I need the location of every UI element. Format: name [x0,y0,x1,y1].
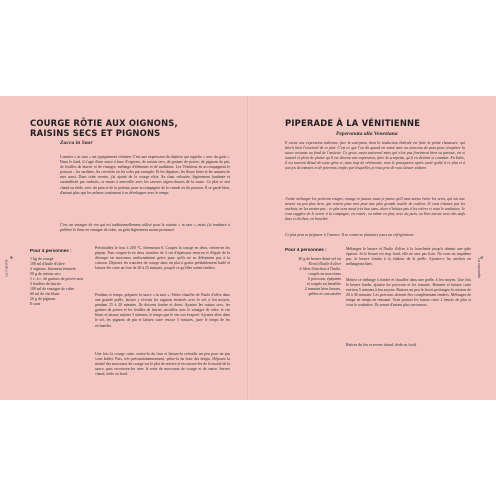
left-page [0,96,247,400]
left-side-label: Le marché [4,259,9,277]
right-recipe-title: PIPERADE À LA VÉNITIENNE [285,118,421,128]
right-method-step-3: Retirez du feu et servez chaud, tiède ou froid. [346,343,417,347]
right-intro-text: Il existe une expression italienne, fare la scarpetta, dont la traduction littérale est faire la petite chaussure, qui décrit bien l'essentiel de ce plat. C'est ce que l'on dit quand on saisit avec un morceau de pain pour récupérer la sauce restante au fond de l'assiette. Ce geste, assez universel mais qui n'est pas forcément bien vu partout, est si naturel et plein de plaisir qu'il est devenu une expression, faire la scarpetta, qu'il en devient si commun. En Italie, il est souvent dénué de toute gêne et, sans trop de cérémonie, vous le pratiquerez après avoir goûté à ce plat et à son jus de tomates et de poivrons confits par lesquelles je vous prie de vous laisser séduire. [285,141,465,171]
book-spread [0,96,496,400]
right-closing-text: Ce plat peut se préparer à l'avance. Il se conserve plusieurs jours au réfrigérateur. [285,233,414,237]
right-side-label: La vaporetto [476,258,481,278]
ingredient-item: 6 poivrons, épépinés [308,276,341,281]
ingredient-item: 60 ml de vin blanc [30,291,60,296]
right-page-number: 9 [479,256,485,259]
left-recipe-title: COURGE RÔTIE AUX OIGNONS, RAISINS SECS ET PIGNONS [30,118,178,138]
ingredient-item: 4 filets d'anchois à l'huile, [299,266,341,271]
ingredient-item: 20 g de pignons [30,296,56,301]
ingredient-item: et coupés en lamelles [306,281,341,286]
right-ingredients-list [279,256,341,296]
ingredient-item: Il sont [30,301,41,306]
ingredient-item: 1 c. à c. de graines de poivre noir [30,276,84,281]
ingredient-item: 100 ml de vinaigre de cidre [30,286,74,291]
right-page [249,96,496,400]
ingredient-item: 2 tomates bien fermes, [304,286,341,291]
right-method-step-2: Mettez ce mélange à fondre et chauffez dans une poêle, à feu moyen. Une fois le beurre fondu, ajoutez les poivrons et les tomates. Remuez et laissez cuire environ 5 minutes à feu moyen. Baissez un peu le feu et prolongez la cuisson de 20 à 30 minutes. Les poivrons doivent être complètement tendres. Mélangez de temps en temps en remuant. Vous pouvez les laisser cuire 2 heures de plus si vous le souhaitez. Ils seront d'autant plus savoureux. [346,278,471,308]
ingredient-item: 50 g de raisins secs [30,271,61,276]
left-intro-text: Cuisiner « in saor » est typiquement vénitien. C'est une expression du dialecte qui signifie « avec du goût ». Dans le fond, il s'agit d'une sauce à base d'oignons, de raisins secs, de graines de poivre, de pignons de pin, de feuilles de laurier et de vinaigre, mélange d'éléments et de traditions. Les Vénitiens en accompagnent le poisson – les sardines, les crevettes ou les soles par exemple. Et les légumes, les fleurs frites et les amuses de mer aussi. Dans cette recette, j'ai ajouté de la courge rôtie. Sa chair veloutée, légèrement fondante et caramélisée par endroits, se marie à merveille avec les saveurs aigres-douces de la sauce. Ce plat se sert chaud ou tiède, avec du pain et de la polenta, pour accompagner de la viande ou du poisson. Il se garde bien, d'autant plus que les arômes continuent à se développer avec le temps. [60,155,230,195]
right-recipe-subtitle: Peperonata alla Veneziana [336,131,398,137]
ingredient-item: 100 ml d'huile d'olive [30,261,65,266]
left-method-step-2: Pendant ce temps, préparez la sauce « in saor ». Faites chauffer de l'huile d'olive dans une grande poêle, laissez y revenir les oignons émincés avec le sel, à feu moyen, pendant 15 à 20 minutes. Ils doivent fondre et dorer. Ajoutez les raisins secs, les graines de poivre et les feuilles de laurier, mouillez avec le vinaigre de cidre, le vin blanc et laissez mijoter 5 minutes, le temps que le vin soit évaporé. Ajoutez alors dans le sel, les pignons de pin et laissez cuire encore 5 minutes, juste le temps de les réchauffer. [95,293,230,328]
ingredient-item: 5 feuilles de laurier [30,281,61,286]
ingredient-item: coupés en morceaux [308,271,341,276]
ingredient-item: 30 ml d'huile d'olive [308,261,341,266]
ingredient-item: 30 g de beurre demi-sel ou [298,256,341,261]
right-ingredients-title: Pour 4 personnes : [285,247,327,252]
right-note-text: J'aime mélanger les poivrons rouges, orange et jaunes, mais je pense qu'il vaut mieux éviter les verts, qui ont une saveur un peu plus âcre, qui restent pour moi pour une plus grande touche de couleur. Si vous n'aimez pas les anchois, ne les mettez pas : ce plat sera aussi très bon sans, alors n'hésitez pas à les retirer si vous le souhaitez. Je vous suggère de le servir à la campagne, en entrée, ou même en plat, avec du pain, ou bien encore avec des œufs durs et du thon, en bouchée. [285,197,465,222]
ingredient-item: 2 oignons, finement émincés [30,266,76,271]
left-page-number: 8 [8,256,14,259]
left-note-text: C'est un vinaigre de vin qui est traditionnellement utilisé pour la cuisine « in saor », mais j'ai tendance à préférer le fleur en vinaigre de cidre, au goût légèrement moins prononcé. [60,223,230,233]
ingredient-item: 1 kg de courge [30,256,54,261]
left-method-step-1: Préchauffez le four à 200 °C, thermostat 6. Coupez la courge en deux, retirez-en les pépins. Puis coupez-la en deux tranches de 3 cm d'épaisseur environ et d'égale de la découpe en morceaux uniformément grâce pour qu'ils ne se déforment pas à la cuisson. Déposez les tranches de courge dans un plat à gratin préalablement huilé et laissez-les cuire au four de 20 à 25 minutes, jusqu'à ce qu'elles soient tendres. [95,246,230,271]
left-recipe-subtitle: Zucca in Saor [60,140,93,146]
left-method-step-3: Une fois la courge cuite, sortez-la du four et laissez-la refroidir un peu pour ne pas vous brûler. Puis, très précautionneusement, pelez-la du bout des doigts. Déposez la moitié des morceaux de courge sur le plat de service et recouvrez-les de la moitié de la sauce, puis recouvrez-les avec le reste de morceaux de courge et de sauce. Servez chaud, tiède ou froid. [95,352,230,377]
right-method-step-1: Mélangez le beurre et l'huile d'olive à la fourchette jusqu'à obtenir une pâte épaisse. Si le beurre est trop froid, elle ne sera pas lisse. Ne vous en inquiétez pas, le beurre fondra à la chaleur de la poêle. Ajoutez-y les anchois en mélangeant bien. [346,247,471,267]
left-ingredients-list [30,256,90,306]
left-ingredients-title: Pour 4 personnes : [30,248,72,253]
ingredient-item: pelées et concassées [308,291,341,296]
